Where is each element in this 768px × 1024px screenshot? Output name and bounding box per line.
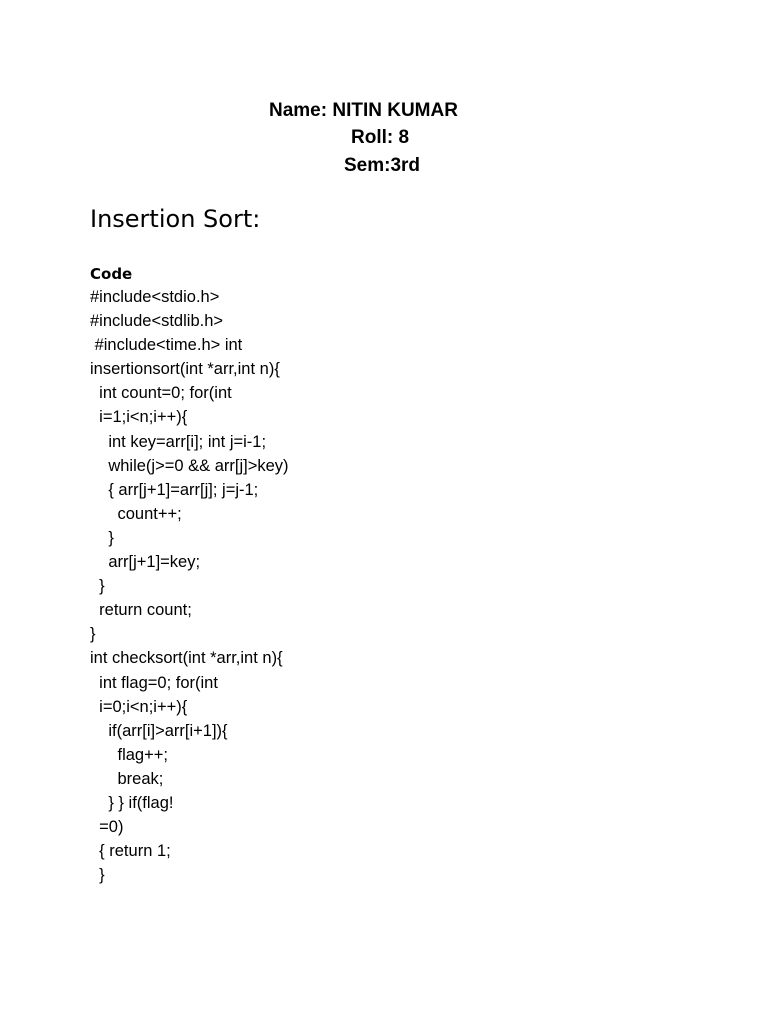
code-line: if(arr[i]>arr[i+1]){ [90,721,228,740]
code-line: =0) [90,818,124,837]
code-line: { return 1; [90,842,171,861]
code-line: #include<stdlib.h> [90,312,224,331]
code-line: int count=0; for(int [90,384,232,403]
code-line: arr[j+1]=key; [90,553,201,572]
code-line: insertionsort(int *arr,int n){ [90,360,280,379]
code-line: while(j>=0 && arr[j]>key) [90,456,289,475]
code-line: } } if(flag! [90,793,174,812]
code-line: } [90,866,105,885]
code-line: i=1;i<n;i++){ [90,408,188,427]
student-name: Name: NITIN KUMAR [269,100,458,121]
code-line: } [90,577,105,596]
code-block [90,285,690,887]
code-line: } [90,625,96,644]
code-line: flag++; [90,745,168,764]
code-label: Code [90,265,133,283]
semester: Sem:3rd [344,155,421,176]
code-line: #include<time.h> int [90,336,243,355]
code-line: int flag=0; for(int [90,673,218,692]
code-line: return count; [90,601,192,620]
code-line: #include<stdio.h> [90,288,220,306]
code-line: int checksort(int *arr,int n){ [90,649,283,668]
code-line: count++; [90,504,182,523]
code-line: } [90,528,114,547]
roll-number: Roll: 8 [351,127,410,148]
code-line: { arr[j+1]=arr[j]; j=j-1; [90,480,259,499]
code-line: int key=arr[i]; int j=i-1; [90,432,267,451]
code-line: break; [90,769,164,788]
code-line: i=0;i<n;i++){ [90,697,188,716]
section-title: Insertion Sort: [90,205,261,233]
